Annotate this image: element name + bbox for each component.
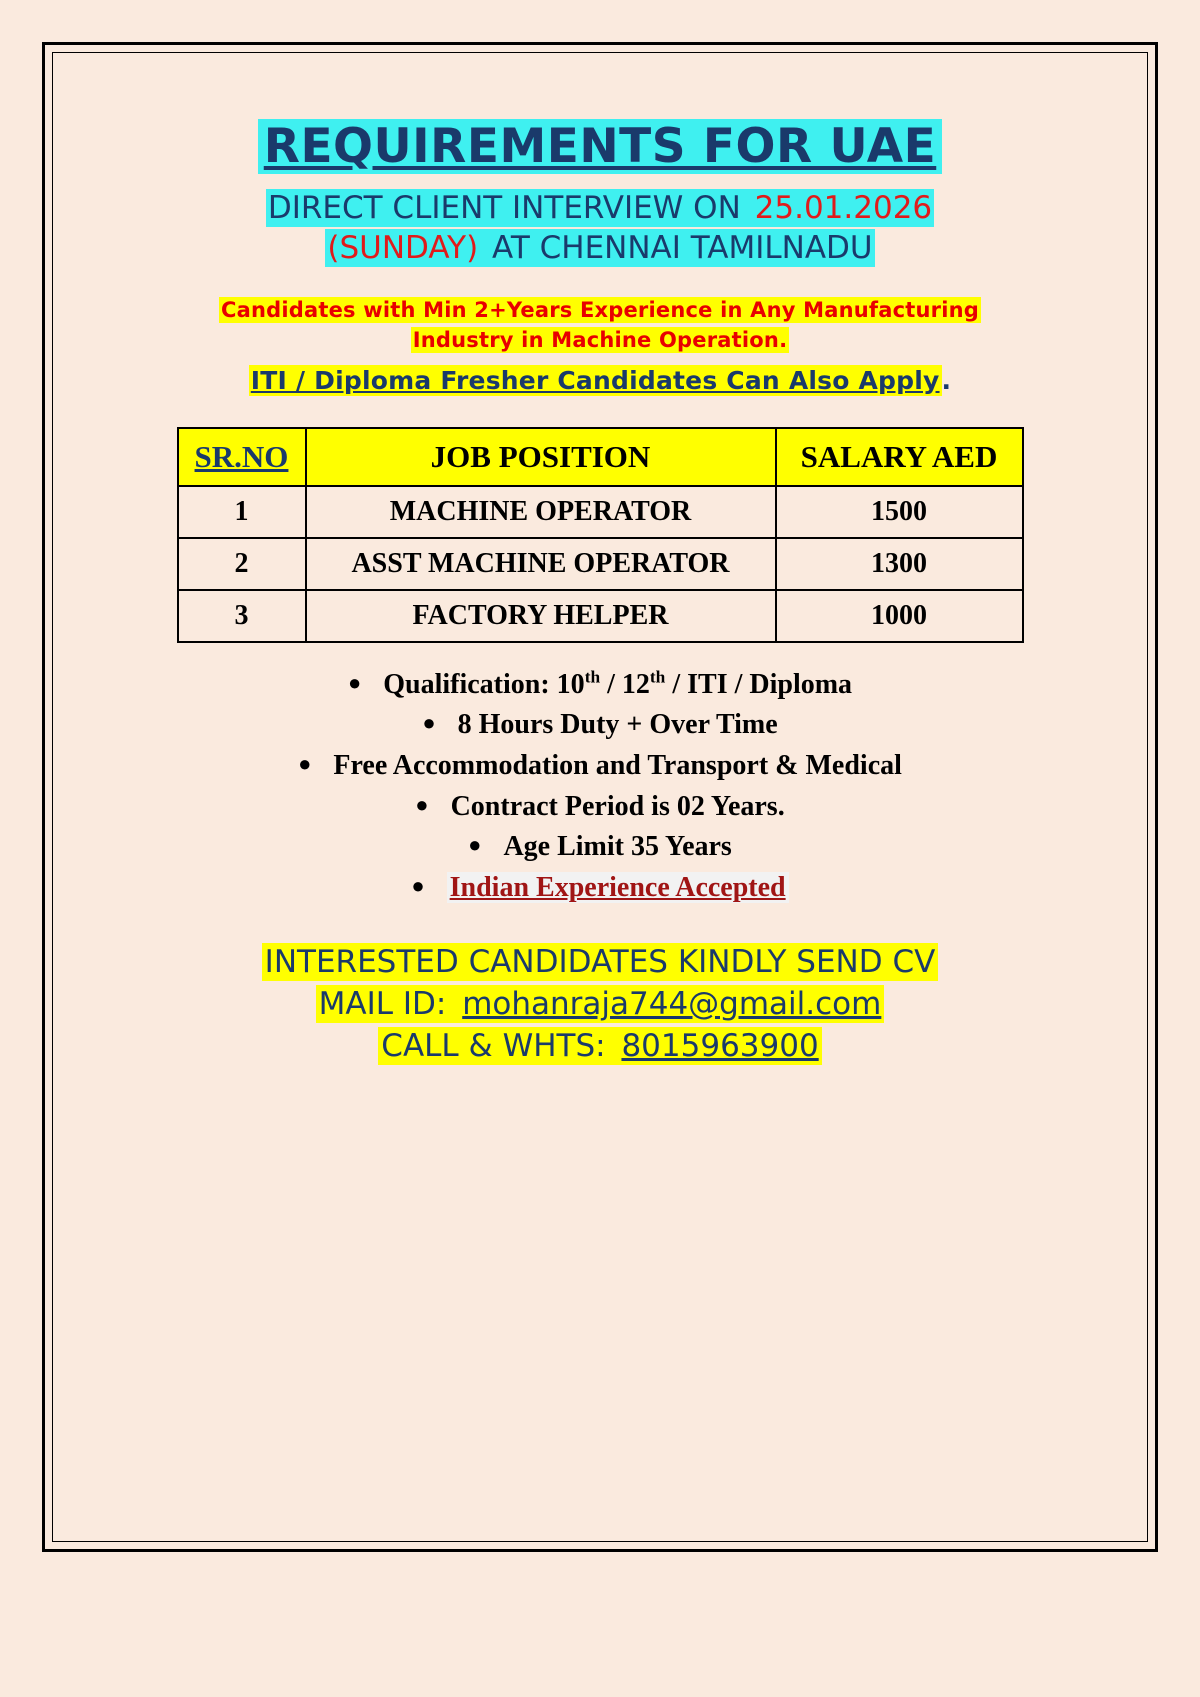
phone-link[interactable]: 8015963900 — [618, 1027, 821, 1065]
email-link[interactable]: mohanraja744@gmail.com — [459, 985, 884, 1023]
interview-details — [95, 188, 1105, 269]
list-item-age-limit: ● Age Limit 35 Years — [468, 831, 732, 863]
interview-day: (SUNDAY) — [327, 230, 479, 267]
list-item-qualification — [95, 665, 1105, 706]
page-title — [95, 120, 1105, 174]
bullet-icon: ● — [411, 872, 425, 898]
cell-srno: 1 — [178, 486, 306, 538]
experience-line-2: Industry in Machine Operation. — [412, 328, 788, 353]
fresher-note-tail: . — [941, 365, 952, 395]
column-header-position: JOB POSITION — [306, 428, 776, 486]
fresher-note — [95, 366, 1105, 395]
bullet-icon: ● — [422, 710, 436, 736]
bullet-icon: ● — [415, 791, 429, 817]
table-row — [178, 538, 1023, 590]
cell-srno: 2 — [178, 538, 306, 590]
interview-date: 25.01.2026 — [754, 190, 933, 227]
interview-prefix: DIRECT CLIENT INTERVIEW ON — [267, 190, 751, 227]
experience-line-1: Candidates with Min 2+Years Experience in Any Manufacturing — [220, 297, 979, 322]
fresher-note-text: ITI / Diploma Fresher Candidates Can Also Apply — [250, 365, 940, 395]
call-label: CALL & WHTS: — [378, 1027, 618, 1065]
bullet-icon: ● — [298, 751, 312, 777]
interview-line-1 — [95, 188, 1105, 228]
poster-content — [95, 120, 1105, 1068]
cell-position: MACHINE OPERATOR — [306, 486, 776, 538]
cell-position: FACTORY HELPER — [306, 590, 776, 642]
interview-location: AT CHENNAI TAMILNADU — [482, 230, 873, 267]
cell-salary: 1000 — [776, 590, 1023, 642]
table-header-row — [178, 428, 1023, 486]
bullet-icon: ● — [468, 832, 482, 858]
cell-salary: 1300 — [776, 538, 1023, 590]
contact-phone-line — [95, 1026, 1105, 1068]
qualification-sup-2: th — [649, 667, 666, 687]
list-item-contract-period: ● Contract Period is 02 Years. — [415, 790, 785, 822]
list-item-duty-hours: ● 8 Hours Duty + Over Time — [422, 709, 778, 741]
list-item-accommodation: ● Free Accommodation and Transport & Medical — [298, 750, 902, 782]
mail-label: MAIL ID: — [316, 985, 460, 1023]
cell-position: ASST MACHINE OPERATOR — [306, 538, 776, 590]
contact-block — [95, 942, 1105, 1068]
page-title-text: REQUIREMENTS FOR UAE — [258, 119, 943, 174]
contact-cta: INTERESTED CANDIDATES KINDLY SEND CV — [95, 942, 1105, 984]
qualification-text: Qualification: 10th / 12th / ITI / Diploma — [383, 667, 853, 700]
benefits-list — [95, 665, 1105, 909]
table-row — [178, 590, 1023, 642]
column-header-salary: SALARY AED — [776, 428, 1023, 486]
interview-line-2 — [95, 228, 1105, 268]
contact-mail-line — [95, 984, 1105, 1026]
qualification-sup-1: th — [584, 667, 601, 687]
cell-srno: 3 — [178, 590, 306, 642]
list-item-indian-experience: ● Indian Experience Accepted — [95, 868, 1105, 909]
bullet-icon: ● — [347, 669, 362, 695]
experience-requirement — [95, 295, 1105, 356]
column-header-srno: SR.NO — [178, 428, 306, 486]
job-positions-table — [177, 427, 1024, 643]
cell-salary: 1500 — [776, 486, 1023, 538]
table-row — [178, 486, 1023, 538]
